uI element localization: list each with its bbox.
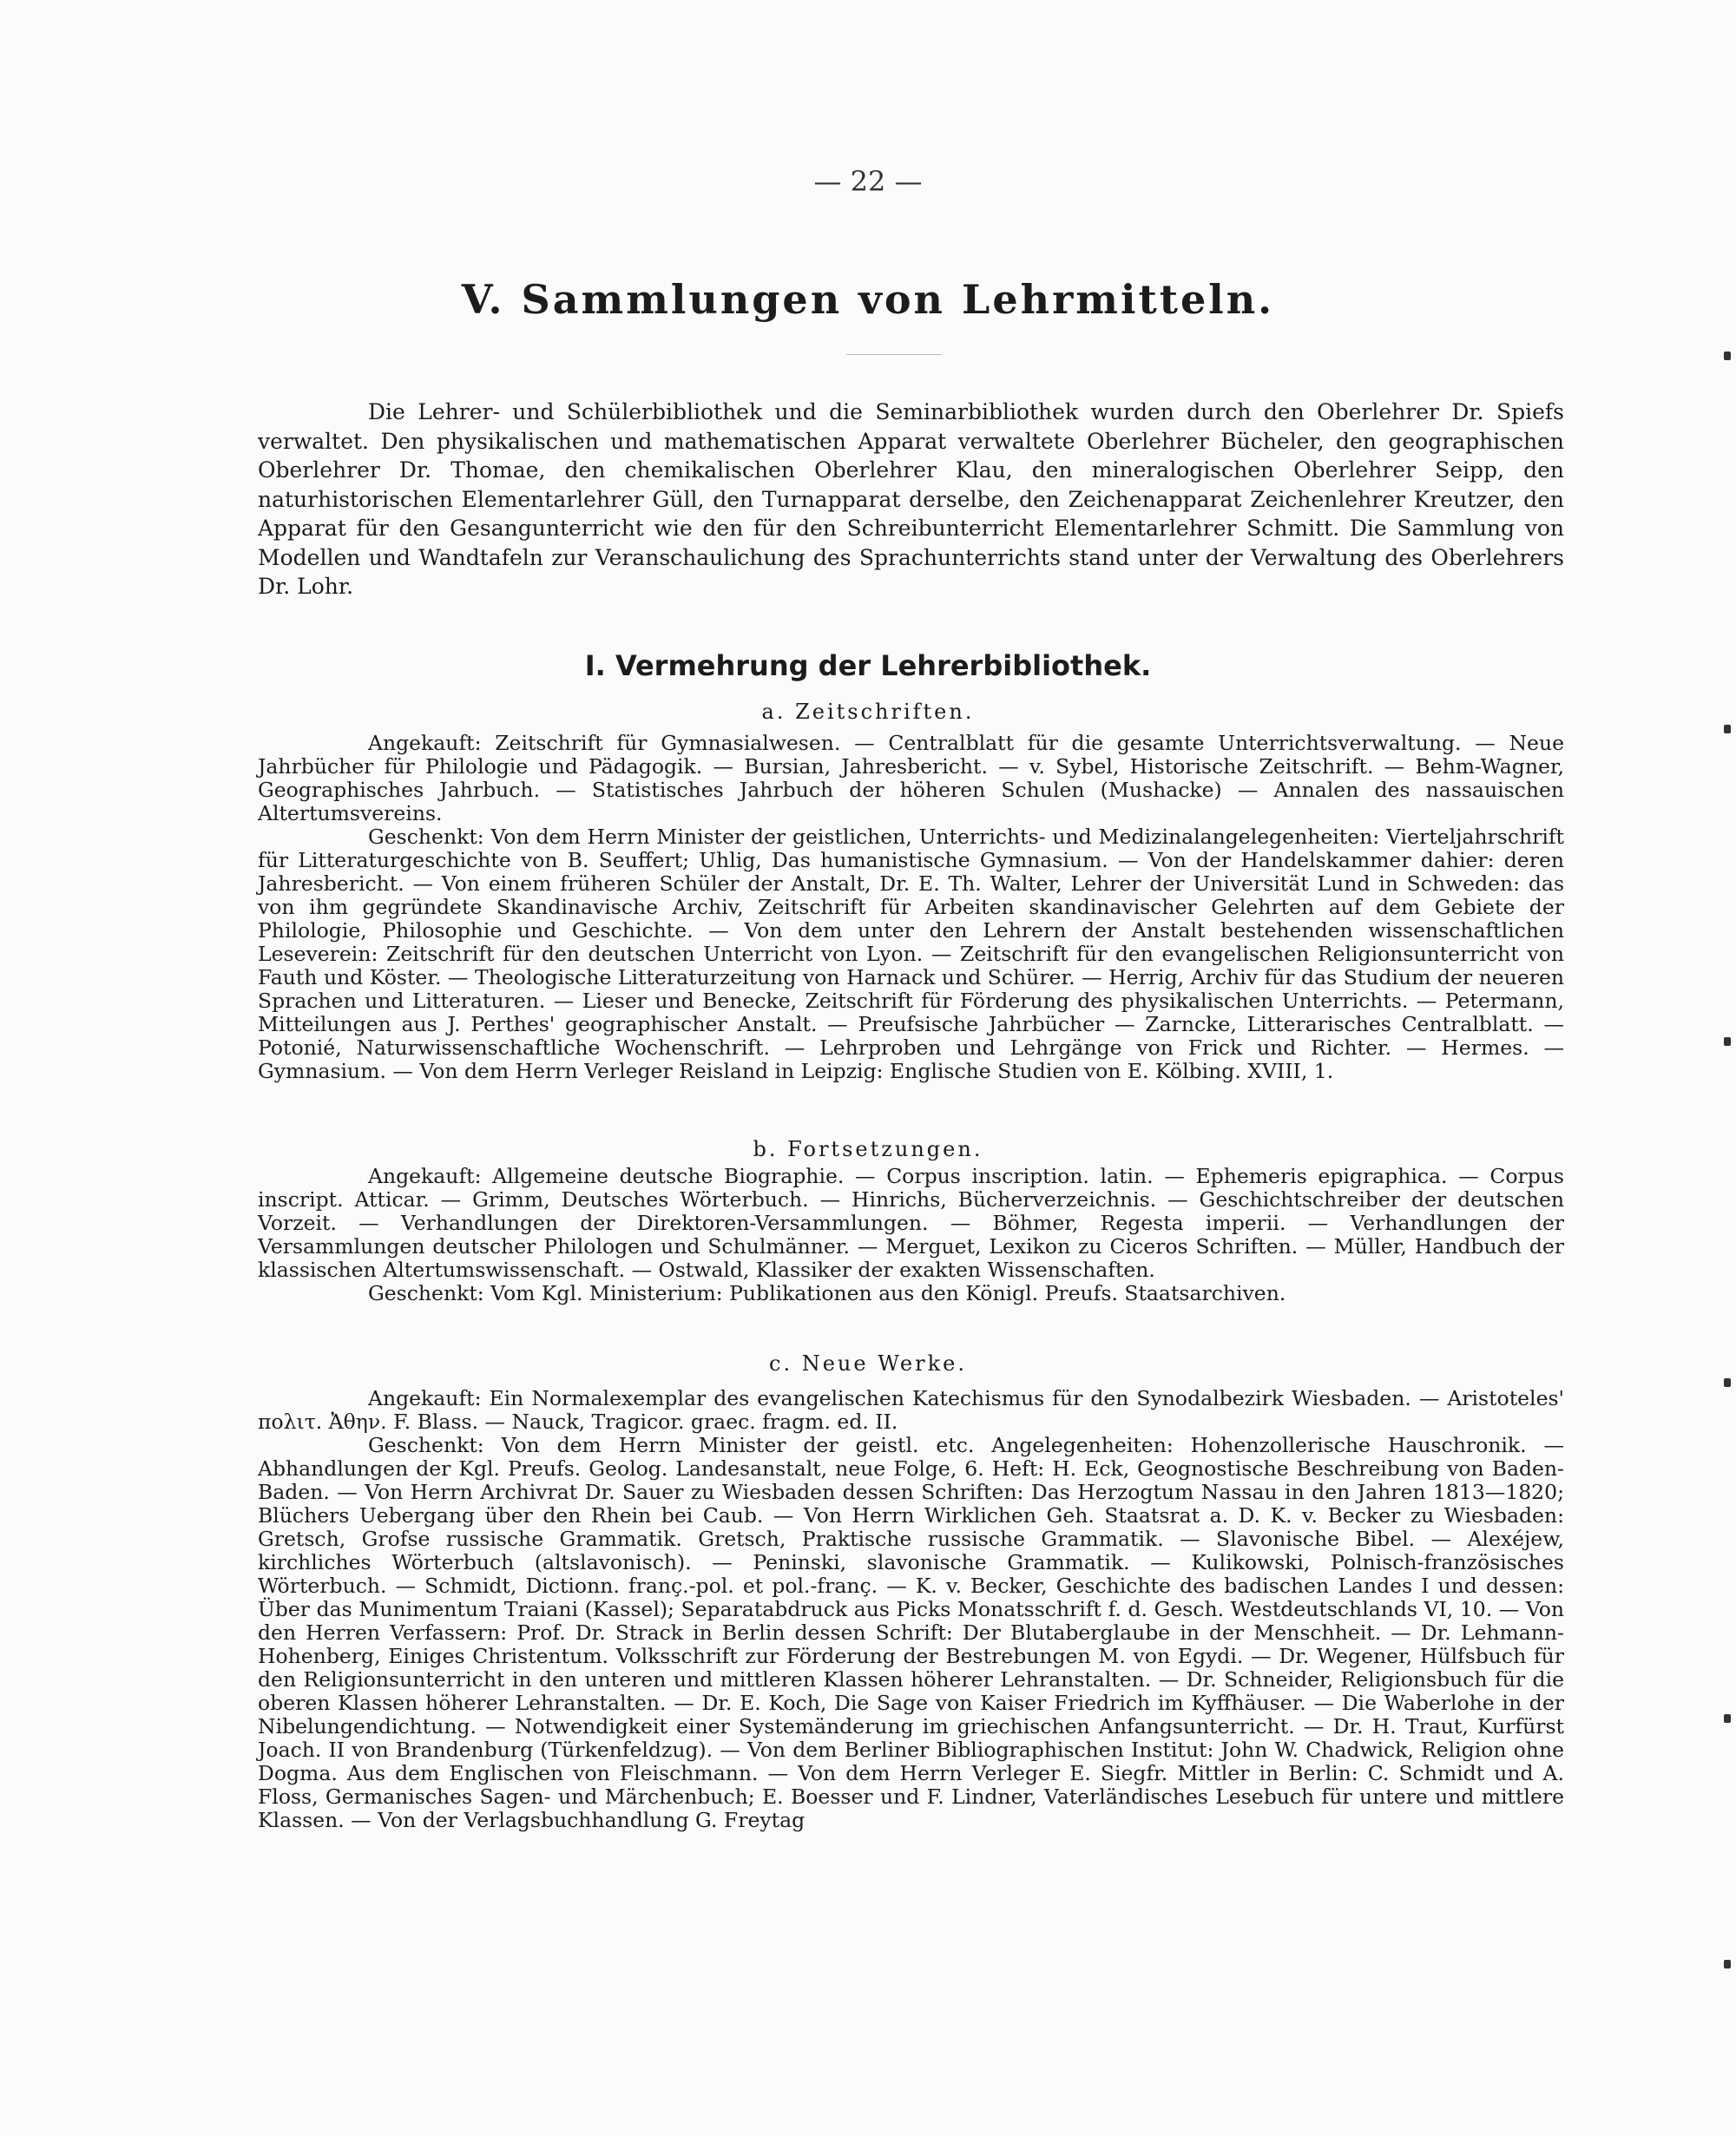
scan-mark [1724, 352, 1731, 360]
section-heading: I. Vermehrung der Lehrerbibliothek. [584, 649, 1152, 682]
scan-margin-marks [1719, 0, 1736, 2136]
section-b [258, 1165, 1564, 1305]
scan-mark [1724, 1378, 1731, 1387]
subheading-c: c. Neue Werke. [769, 1351, 967, 1376]
paragraph-c1: Angekauft: Ein Normalexemplar des evangelischen Katechismus für den Synodalbezirk Wiesbaden. — Aristoteles' πολιτ. Ἀθην. F. Blass. — Nauck, Tragicor. graec. fragm. ed. II. [258, 1386, 1564, 1434]
paragraph-b2: Geschenkt: Vom Kgl. Ministerium: Publikationen aus den Königl. Preufs. Staatsarchiven. [368, 1281, 1286, 1305]
paragraph-b1: Angekauft: Allgemeine deutsche Biographie. — Corpus inscription. latin. — Ephemeris epigraphica. — Corpus inscript. Atticar. — Grimm, Deutsches Wörterbuch. — Hinrichs, Bücherverzeichnis. — Geschichtschreiber der deutschen Vorzeit. — Verhandlungen der Direktoren-Versammlungen. — Böhmer, Regesta imperii. — Verhandlungen der Versammlungen deutscher Philologen und Schulmänner. — Merguet, Lexikon zu Ciceros Schriften. — Müller, Handbuch der klassischen Altertumswissenschaft. — Ostwald, Klassiker der exakten Wissenschaften. [258, 1164, 1564, 1282]
paragraph-c2: Geschenkt: Von dem Herrn Minister der geistl. etc. Angelegenheiten: Hohenzollerische Hauschronik. — Abhandlungen der Kgl. Preufs. Geolog. Landesanstalt, neue Folge, 6. Heft: H. Eck, Geognostische Beschreibung von Baden-Baden. — Von Herrn Archivrat Dr. Sauer zu Wiesbaden dessen Schriften: Das Herzogtum Nassau in den Jahren 1813—1820; Blüchers Uebergang über den Rhein bei Caub. — Von Herrn Wirklichen Geh. Staatsrat a. D. K. v. Becker zu Wiesbaden: Gretsch, Grofse russische Grammatik. Gretsch, Praktische russische Grammatik. — Slavonische Bibel. — Alexéjew, kirchliches Wörterbuch (altslavonisch). — Peninski, slavonische Grammatik. — Kulikowski, Polnisch-französisches Wörterbuch. — Schmidt, Dictionn. franç.-pol. et pol.-franç. — K. v. Becker, Geschichte des badischen Landes I und dessen: Über das Munimentum Traiani (Kassel); Separatabdruck aus Picks Monatsschrift f. d. Gesch. Westdeutschlands VI, 10. — Von den Herren Verfassern: Prof. Dr. Strack in Berlin dessen Schrift: Der Blutaberglaube in der Menschheit. — Dr. Lehmann-Hohenberg, Einiges Christentum. Volksschrift zur Förderung der Bestrebungen M. von Egydi. — Dr. Wegener, Hülfsbuch für den Religionsunterricht in den unteren und mittleren Klassen höherer Lehranstalten. — Dr. Schneider, Religionsbuch für die oberen Klassen höherer Lehranstalten. — Dr. E. Koch, Die Sage von Kaiser Friedrich im Kyffhäuser. — Die Waberlohe in der Nibelungendichtung. — Notwendigkeit einer Systemänderung im griechischen Anfangsunterricht. — Dr. H. Traut, Kurfürst Joach. II von Brandenburg (Türkenfeldzug). — Von dem Berliner Bibliographischen Institut: John W. Chadwick, Religion ohne Dogma. Aus dem Englischen von Fleischmann. — Von dem Herrn Verleger E. Siegfr. Mittler in Berlin: C. Schmidt und A. Floss, Germanisches Sagen- und Märchenbuch; E. Boesser und F. Lindner, Vaterländisches Lesebuch für untere und mittlere Klassen. — Von der Verlagsbuchhandlung G. Freytag [258, 1433, 1564, 1832]
section-a [258, 732, 1564, 1083]
scan-mark [1724, 725, 1731, 733]
intro-block [258, 398, 1564, 601]
scan-mark [1724, 1714, 1731, 1723]
paragraph-a1: Angekauft: Zeitschrift für Gymnasialwesen. — Centralblatt für die gesamte Unterrichtsverwaltung. — Neue Jahrbücher für Philologie und Pädagogik. — Bursian, Jahresbericht. — v. Sybel, Historische Zeitschrift. — Behm-Wagner, Geographisches Jahrbuch. — Statistisches Jahrbuch der höheren Schulen (Mushacke) — Annalen des nassauischen Altertumsvereins. [258, 731, 1564, 825]
chapter-title: V. Sammlungen von Lehrmitteln. [461, 276, 1275, 323]
intro-paragraph: Die Lehrer- und Schülerbibliothek und die Seminarbibliothek wurden durch den Oberlehrer Dr. Spiefs verwaltet. Den physikalischen und mathematischen Apparat verwaltete Oberlehrer Bücheler, den geographischen Oberlehrer Dr. Thomae, den chemikalischen Oberlehrer Klau, den mineralogischen Oberlehrer Seipp, den naturhistorischen Elementarlehrer Güll, den Turnapparat derselbe, den Zeichenapparat Zeichenlehrer Kreutzer, den Apparat für den Gesangunterricht wie den für den Schreibunterricht Elementarlehrer Schmitt. Die Sammlung von Modellen und Wandtafeln zur Veranschaulichung des Sprachunterrichts stand unter der Verwaltung des Oberlehrers Dr. Lohr. [258, 399, 1564, 599]
divider [846, 354, 942, 355]
subheading-a: a. Zeitschriften. [761, 700, 975, 724]
paragraph-a2: Geschenkt: Von dem Herrn Minister der geistlichen, Unterrichts- und Medizinalangelegenheiten: Vierteljahrschrift für Litteraturgeschichte von B. Seuffert; Uhlig, Das humanistische Gymnasium. — Von der Handelskammer dahier: deren Jahresbericht. — Von einem früheren Schüler der Anstalt, Dr. E. Th. Walter, Lehrer der Universität Lund in Schweden: das von ihm gegründete Skandinavische Archiv, Zeitschrift für Arbeiten skandinavischer Gelehrten auf dem Gebiete der Philologie, Philosophie und Geschichte. — Von dem unter den Lehrern der Anstalt bestehenden wissenschaftlichen Leseverein: Zeitschrift für den deutschen Unterricht von Lyon. — Zeitschrift für den evangelischen Religionsunterricht von Fauth und Köster. — Theologische Litteraturzeitung von Harnack und Schürer. — Herrig, Archiv für das Studium der neueren Sprachen und Litteraturen. — Lieser und Benecke, Zeitschrift für Förderung des physikalischen Unterrichts. — Petermann, Mitteilungen aus J. Perthes' geographischer Anstalt. — Preufsische Jahrbücher — Zarncke, Litterarisches Centralblatt. — Potonié, Naturwissenschaftliche Wochenschrift. — Lehrproben und Lehrgänge von Frick und Richter. — Hermes. —Gymnasium. — Von dem Herrn Verleger Reisland in Leipzig: Englische Studien von E. Kölbing. XVIII, 1. [258, 825, 1564, 1083]
page-number: — 22 — [813, 165, 923, 198]
scan-mark [1724, 1960, 1731, 1968]
section-c [258, 1387, 1564, 1832]
scan-mark [1724, 1037, 1731, 1046]
subheading-b: b. Fortsetzungen. [753, 1137, 983, 1161]
